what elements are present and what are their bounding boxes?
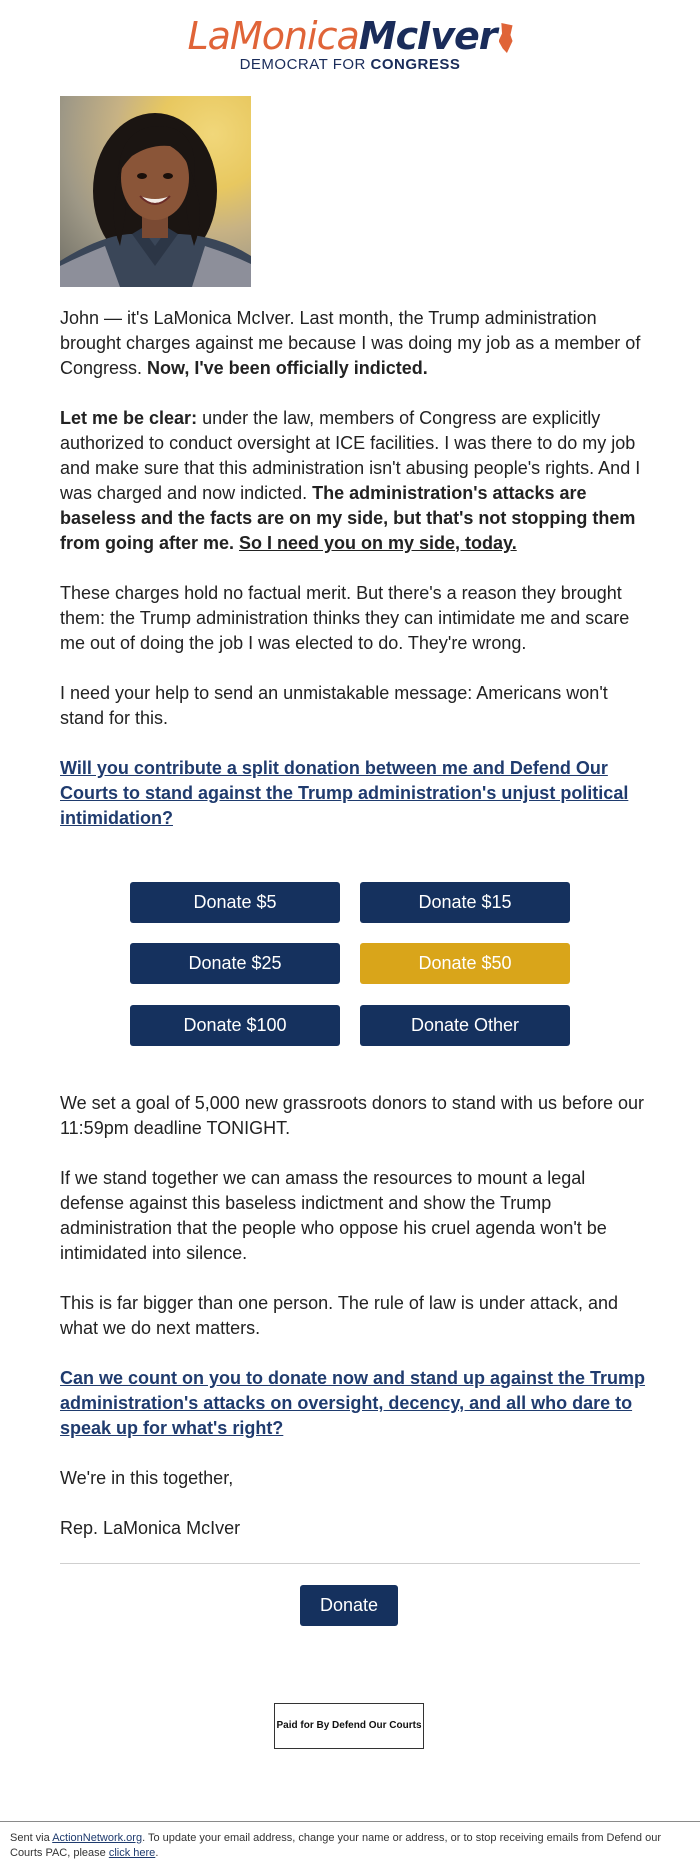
cta-link-split-donation[interactable]: Will you contribute a split donation between me and Defend Our Courts to stand against the Trump administration's unjust political intimidation? — [60, 758, 629, 828]
paragraph-stand-together: If we stand together we can amass the resources to mount a legal defense against this baseless indictment and show the Trump administration that the people who oppose his cruel agenda won't be intimidated into silence. — [60, 1168, 607, 1263]
email-body-continued — [60, 1091, 650, 1566]
content-divider — [60, 1563, 640, 1564]
be-clear-bold: The administration's attacks are baseless and the facts are on my side, but that's not stopping them from going after me. — [60, 483, 636, 553]
candidate-portrait — [60, 96, 251, 287]
be-clear-text: under the law, members of Congress are explicitly authorized to conduct oversight at ICE facilities. I was there to do my job and make sure that this administration isn't abusing people's rights. And I was charged and now indicted. — [60, 408, 641, 503]
logo-last-name: McIver — [358, 14, 497, 58]
actionnetwork-link[interactable]: ActionNetwork.org — [52, 1832, 143, 1844]
paragraph-rule-of-law: This is far bigger than one person. The rule of law is under attack, and what we do next matters. — [60, 1293, 618, 1338]
logo-first-name: LaMonica — [187, 14, 359, 58]
footer-divider — [0, 1821, 700, 1822]
footer-middle-text: . To update your email address, change your name or address, or to stop receiving emails from Defend our Courts PAC, please — [10, 1832, 661, 1859]
email-body — [60, 306, 650, 831]
donate-50-button[interactable]: Donate $50 — [360, 943, 570, 984]
closing-line: We're in this together, — [60, 1468, 234, 1488]
campaign-logo — [0, 14, 700, 73]
donate-5-button[interactable]: Donate $5 — [130, 882, 340, 923]
donate-other-button[interactable]: Donate Other — [360, 1005, 570, 1046]
cta-link-count-on-you[interactable]: Can we count on you to donate now and stand up against the Trump administration's attacks on oversight, decency, and all who dare to speak up for what's right? — [60, 1368, 646, 1438]
portrait-illustration — [60, 96, 251, 287]
donate-25-button[interactable]: Donate $25 — [130, 943, 340, 984]
signature: Rep. LaMonica McIver — [60, 1518, 241, 1538]
footer-end: . — [155, 1847, 159, 1859]
donate-100-button[interactable]: Donate $100 — [130, 1005, 340, 1046]
paragraph-help: I need your help to send an unmistakable message: Americans won't stand for this. — [60, 683, 608, 728]
intro-text: John — it's LaMonica McIver. Last month, the Trump administration brought charges against me because I was doing my job as a member of Congress. — [60, 308, 641, 378]
logo-tagline-regular: DEMOCRAT FOR — [239, 56, 366, 73]
logo-wordmark — [187, 14, 512, 58]
intro-bold: Now, I've been officially indicted. — [147, 358, 428, 378]
logo-tagline — [0, 56, 700, 73]
paragraph-intro — [60, 306, 650, 381]
donate-15-button[interactable]: Donate $15 — [360, 882, 570, 923]
new-jersey-state-icon — [499, 23, 513, 53]
paragraph-goal: We set a goal of 5,000 new grassroots donors to stand with us before our 11:59pm deadline TONIGHT. — [60, 1093, 645, 1138]
email-footer — [10, 1831, 670, 1861]
paragraph-be-clear — [60, 406, 650, 556]
unsubscribe-link[interactable]: click here — [108, 1847, 156, 1859]
be-clear-underline: So I need you on my side, today. — [239, 533, 517, 553]
paid-for-disclaimer: Paid for By Defend Our Courts — [274, 1703, 424, 1749]
logo-tagline-bold: CONGRESS — [370, 56, 461, 73]
be-clear-lead: Let me be clear: — [60, 408, 198, 428]
donate-button[interactable]: Donate — [300, 1585, 398, 1626]
paragraph-charges: These charges hold no factual merit. But there's a reason they brought them: the Trump administration thinks they can intimidate me and scare me out of doing the job I was elected to do. They're wrong. — [60, 583, 630, 653]
footer-sent-via: Sent via — [10, 1832, 53, 1844]
